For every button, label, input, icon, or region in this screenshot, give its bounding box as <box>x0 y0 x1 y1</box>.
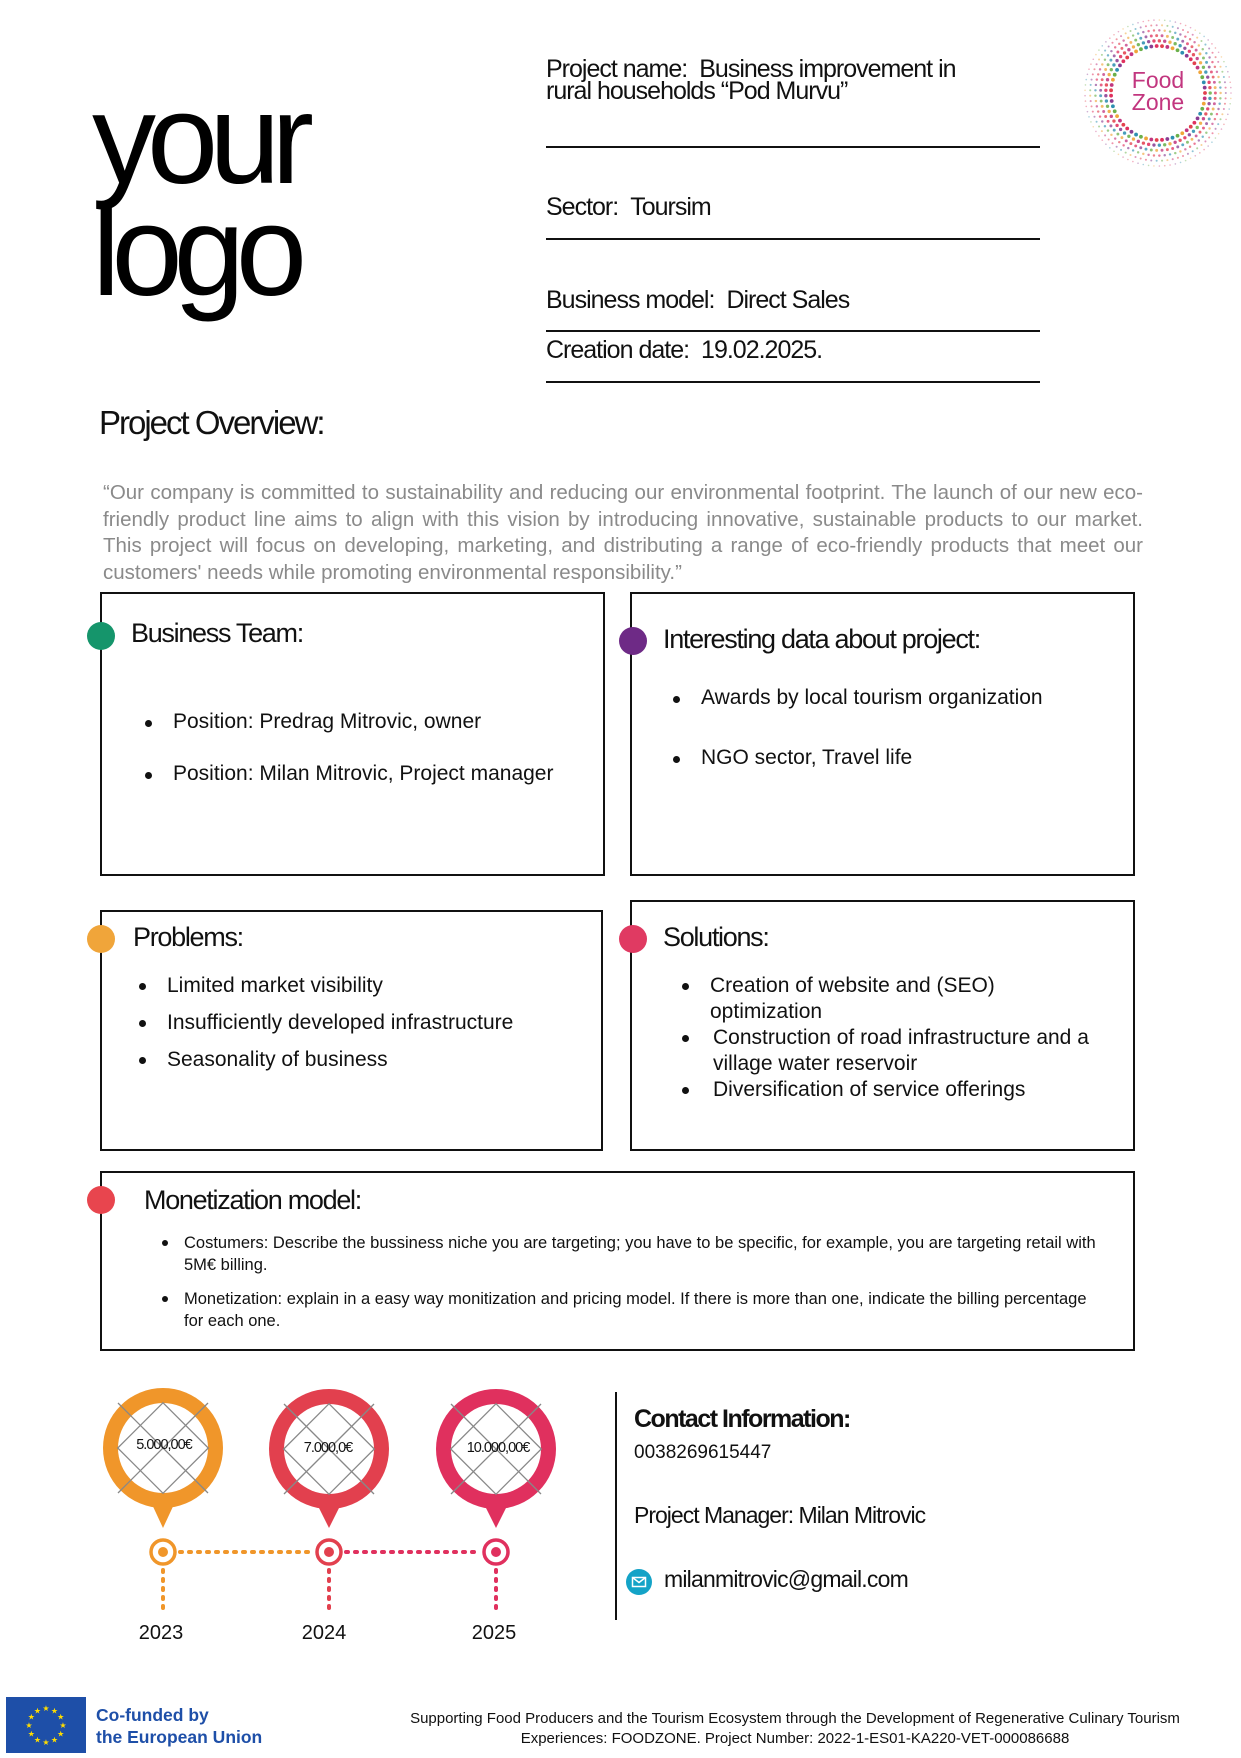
creation-date <box>546 336 822 365</box>
svg-text:★: ★ <box>27 1712 35 1722</box>
contact-title: Contact Information: <box>634 1405 850 1433</box>
business-team-list <box>145 710 595 786</box>
problems-title: Problems: <box>133 922 243 952</box>
pin-2023 <box>103 1388 223 1528</box>
business-model-value: Direct Sales <box>726 286 850 314</box>
list-item: Diversification of service offerings <box>682 1077 1102 1103</box>
list-item: Monetization: explain in a easy way monitization and pricing model. If there is more than one, indicate the billing percentage for each one. <box>162 1288 1102 1332</box>
monetization-title: Monetization model: <box>144 1185 361 1215</box>
business-model-label: Business model: <box>546 286 715 314</box>
list-item: Limited market visibility <box>139 973 589 999</box>
footer-text <box>360 1709 1230 1749</box>
svg-text:★: ★ <box>33 1706 42 1716</box>
milestone-node-2023 <box>151 1540 175 1564</box>
list-item: Construction of road infrastructure and a village water reservoir <box>682 1025 1102 1077</box>
svg-text:★: ★ <box>42 1738 50 1747</box>
monetization-dot <box>87 1186 115 1214</box>
solutions-dot <box>619 925 647 953</box>
sector-value: Toursim <box>630 193 711 221</box>
year-2025: 2025 <box>471 1622 517 1644</box>
timeline-graphic <box>0 1380 600 1660</box>
solutions-list <box>682 973 1102 1114</box>
project-name <box>546 55 956 105</box>
pin-2024 <box>269 1389 389 1528</box>
list-item: Awards by local tourism organization <box>673 686 1123 710</box>
divider <box>546 330 1040 332</box>
problems-dot <box>87 925 115 953</box>
svg-text:★: ★ <box>59 1721 67 1730</box>
eu-line-2: the European Union <box>96 1727 263 1747</box>
contact-project-manager: Project Manager: Milan Mitrovic <box>634 1502 926 1528</box>
logo-line-2: logo <box>92 180 298 323</box>
eu-flag-icon <box>6 1697 86 1753</box>
svg-text:★: ★ <box>27 1729 35 1739</box>
project-name-value-1: Business improvement in <box>699 55 956 83</box>
divider <box>546 146 1040 148</box>
sector-label: Sector: <box>546 193 619 221</box>
footer-line-2: Experiences: FOODZONE. Project Number: 2022-1-ES01-KA220-VET-000086688 <box>520 1730 1070 1747</box>
badge-line-1: Food <box>1131 67 1185 93</box>
list-item: Costumers: Describe the bussiness niche you are targeting; you have to be specific, for example, you are targeting retail with 5M€ billing. <box>162 1232 1102 1276</box>
interesting-data-title: Interesting data about project: <box>663 624 980 654</box>
milestone-node-2024 <box>317 1540 341 1564</box>
monetization-list <box>162 1232 1102 1344</box>
list-item: Position: Milan Mitrovic, Project manager <box>145 762 595 786</box>
list-item: Insufficiently developed infrastructure <box>139 1010 589 1036</box>
logo-placeholder <box>92 68 305 323</box>
svg-text:★: ★ <box>50 1735 59 1745</box>
project-name-value-2: rural households “Pod Murvu” <box>546 77 848 105</box>
svg-text:★: ★ <box>50 1706 59 1716</box>
footer-line-1: Supporting Food Producers and the Tourism Ecosystem through the Development of Regenerative Culinary Tourism <box>410 1710 1180 1727</box>
food-zone-logo <box>1080 18 1236 168</box>
project-name-label: Project name: <box>546 55 688 83</box>
badge-line-2: Zone <box>1131 89 1185 115</box>
creation-date-value: 19.02.2025. <box>701 336 823 364</box>
pin-2025 <box>436 1389 556 1528</box>
pin-value-2025: 10.000,00€ <box>466 1440 530 1456</box>
svg-text:★: ★ <box>57 1712 65 1722</box>
mail-icon <box>626 1569 652 1595</box>
list-item: Position: Predrag Mitrovic, owner <box>145 710 595 734</box>
contact-email[interactable]: milanmitrovic@gmail.com <box>664 1566 908 1592</box>
eu-line-1: Co-funded by <box>96 1705 209 1725</box>
creation-date-label: Creation date: <box>546 336 690 364</box>
interesting-data-list <box>673 686 1123 770</box>
business-team-dot <box>87 622 115 650</box>
list-item: Creation of website and (SEO) optimization <box>682 973 1102 1025</box>
sector <box>546 193 711 222</box>
problems-list <box>139 973 589 1084</box>
milestone-node-2025 <box>484 1540 508 1564</box>
svg-text:★: ★ <box>33 1735 42 1745</box>
logo-line-1: your <box>92 68 305 211</box>
solutions-title: Solutions: <box>663 922 769 952</box>
year-2023: 2023 <box>138 1622 184 1644</box>
contact-divider <box>615 1392 617 1620</box>
overview-heading: Project Overview: <box>99 404 324 441</box>
divider <box>546 381 1040 383</box>
contact-phone: 0038269615447 <box>634 1442 772 1463</box>
list-item: NGO sector, Travel life <box>673 746 1123 770</box>
pin-value-2023: 5.000,00€ <box>136 1437 192 1453</box>
overview-text: “Our company is committed to sustainability and reducing our environmental footprint. The launch of our new eco-friendly product line aims to align with this vision by introducing innovative, sustainable products to our market. This project will focus on developing, marketing, and distributing a range of eco-friendly products that meet our customers' needs while promoting environmental responsibility.” <box>103 481 1143 584</box>
pin-value-2024: 7.000,0€ <box>303 1440 353 1456</box>
divider <box>546 238 1040 240</box>
list-item: Seasonality of business <box>139 1047 589 1073</box>
svg-text:★: ★ <box>42 1704 50 1713</box>
interesting-data-dot <box>619 627 647 655</box>
business-team-title: Business Team: <box>131 618 303 648</box>
svg-text:★: ★ <box>25 1721 33 1730</box>
year-2024: 2024 <box>301 1622 347 1644</box>
business-model <box>546 286 849 315</box>
svg-text:★: ★ <box>57 1729 65 1739</box>
eu-cofunded-text <box>96 1704 262 1748</box>
